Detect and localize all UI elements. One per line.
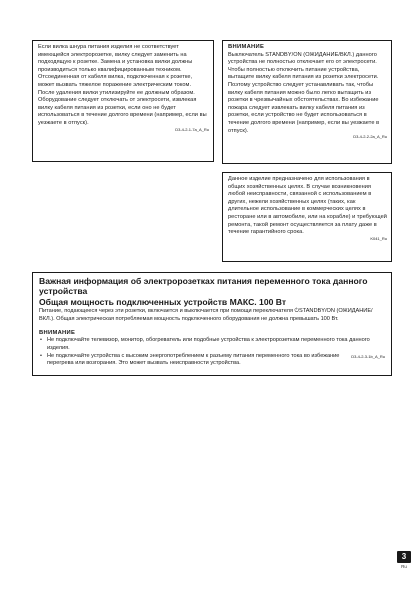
page-number: 3 [397,551,411,563]
ac-outlets-body: Питание, подающееся через эти розетки, включается и выключается при помощи переключателя ⏻STANDBY/ON (ОЖИДАНИЕ/ВКЛ.). Общая электрическая потребляемая мощность подключенного оборудования не должна превышать 100 Вт. [39,308,373,322]
standby-warning-heading: ВНИМАНИЕ [228,44,265,50]
household-use-text: Данное изделие предназначено для использования в общих хозяйственных целях. В случае возникновения любой неисправности, связанной с использованием в других, нежели хозяйственных целях (таких, как длительное использование в коммерческих целях в ресторане или в автомобиле, или на корабле) и требующей ремонта, такой ремонт осуществляется за плату даже в течение гарантийного срока. [228,176,387,236]
language-code: Ru [401,564,407,569]
plug-notice-text: Если вилка шнура питания изделия не соответствует имеющейся электророзетке, вилку следует заменить на подходящую к розетке. Замена и установка вилки должны производиться только квалифицированным техником. Отсоединенная от кабеля вилка, подключенная к розетке, может вызвать тяжелое поражение электрическим током. После удаления вилки утилизируйте ее должным образом. Оборудование следует отключать от электросети, извлекая вилку кабеля питания из розетки, если оно не будет использоваться в течение долгого времени (например, если вы уезжаете в отпуск). [38,44,207,126]
ac-outlets-title: Важная информация об электророзетках питания переменного тока данного устройства [39,276,368,296]
ac-outlets-subtitle: Общая мощность подключенных устройств МАКС. 100 Вт [39,297,287,308]
household-use-code: K041_Ru [370,235,387,241]
ac-outlets-code: • D3-4-2-3-1b_A_Ru [351,353,385,359]
plug-notice-code: D3-4-2-1-7a_A_Ru [175,126,209,132]
list-item-text: Не подключайте устройства с высоким энергопотреблением к разъему питания переменного тока во избежание перегрева или возгорания. Это может вызвать неисправности устройства. [47,352,340,367]
ac-outlets-box [32,272,392,376]
list-item: • Не подключайте телевизор, монитор, обогреватель или подобные устройства к электророзеткам переменного тока данного изделия. [47,337,385,352]
standby-warning-box [222,40,392,164]
ac-outlets-warning-heading: ВНИМАНИЕ [39,329,76,336]
standby-warning-text: Выключатель STANDBY/ON (ОЖИДАНИЕ/ВКЛ.) данного устройства не полностью отключает его от электросети. Чтобы полностью отключить питание устройства, вытащите вилку кабеля питания из розетки электросети. Поэтому устройство следует устанавливать так, чтобы вилку кабеля питания можно было легко вытащить из розетки в чрезвычайных обстоятельствах. Во избежание пожара следует извлекать вилку кабеля питания из розетки, если устройство не будет использоваться в течение долгого времени (например, если вы уезжаете в отпуск). [228,51,380,134]
list-item [47,353,385,368]
plug-notice-box [32,40,214,162]
ac-outlets-warning-list [39,337,385,367]
standby-warning-code: D3-4-2-2-2a_A_Ru [353,134,387,140]
household-use-box [222,172,392,262]
